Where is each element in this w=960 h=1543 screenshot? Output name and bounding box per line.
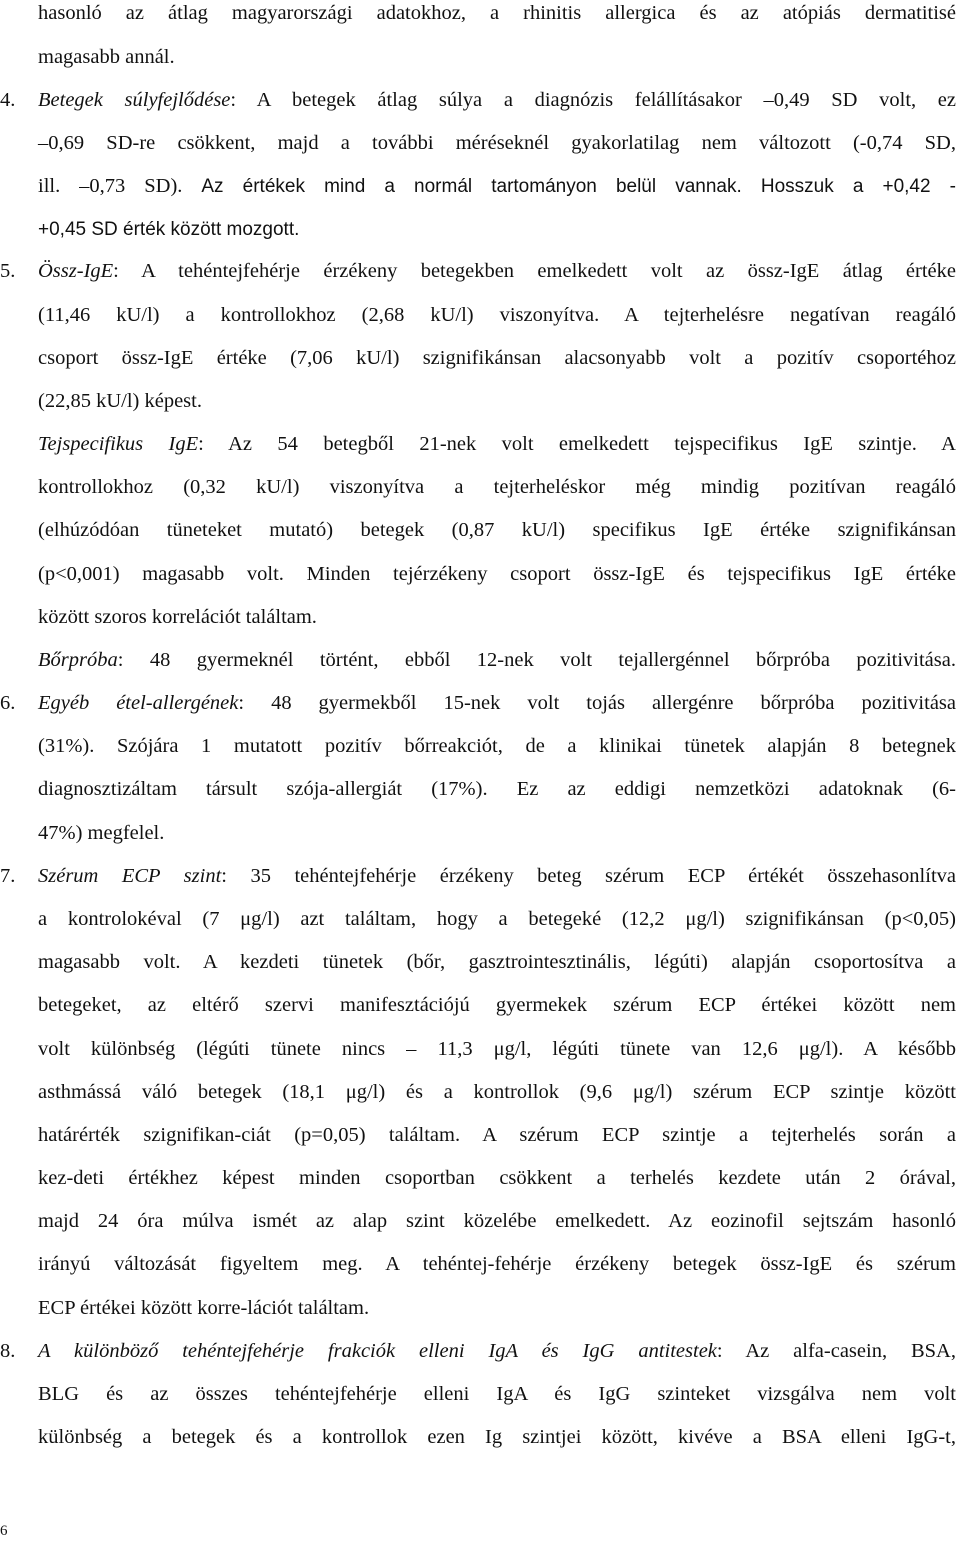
text-line <box>38 863 956 889</box>
text-run: a kontrolokéval (7 μg/l) azt találtam, hogy a betegeké (12,2 μg/l) szignifikánsan (p<0,05) <box>38 908 956 930</box>
text-line <box>38 1295 956 1321</box>
text-run: kontrollokhoz (0,32 kU/l) viszonyítva a tejterheléskor még mindig pozitívan reagáló <box>38 476 956 498</box>
text-line <box>38 604 956 630</box>
text-line <box>38 302 956 328</box>
text-line <box>38 1338 956 1364</box>
text-line <box>38 1424 956 1450</box>
text-run: 47%) megfelel. <box>38 822 165 844</box>
text-line <box>38 1079 956 1105</box>
text-run: Az értékek mind a normál tartományon belül vannak. Hosszuk a +0,42 - <box>201 176 957 197</box>
text-run: kez-deti értékhez képest minden csoportban csökkent a terhelés kezdete után 2 órával, <box>38 1167 956 1189</box>
text-run: ECP értékei között korre-lációt találtam. <box>38 1297 370 1319</box>
text-run: irányú változását figyeltem meg. A tehéntej-fehérje érzékeny betegek össz-IgE és szérum <box>38 1253 956 1275</box>
text-line <box>38 992 956 1018</box>
list-number: 7. <box>0 865 16 887</box>
text-line <box>38 561 956 587</box>
text-line <box>38 431 956 457</box>
text-line <box>38 345 956 371</box>
text-run: : Az 54 betegből 21-nek volt emelkedett tejspecifikus IgE szintje. A <box>198 433 956 455</box>
text-line <box>38 258 956 284</box>
text-line <box>38 130 956 156</box>
text-run: (p<0,001) magasabb volt. Minden tejérzékeny csoport össz-IgE és tejspecifikus IgE értéke <box>38 563 956 585</box>
list-number: 8. <box>0 1340 16 1362</box>
text-line <box>38 1165 956 1191</box>
text-line <box>38 1251 956 1277</box>
text-run: diagnosztizáltam társult szója-allergiát (17%). Ez az eddigi nemzetközi adatoknak (6- <box>38 778 956 800</box>
text-run: hasonló az átlag magyarországi adatokhoz, a rhinitis allergica és az atópiás dermatitisé <box>38 2 956 24</box>
text-line <box>38 1381 956 1407</box>
text-line <box>38 1122 956 1148</box>
italic-heading: Egyéb étel-allergének <box>38 692 239 714</box>
page-number: 6 <box>0 1523 8 1539</box>
text-line <box>38 388 956 414</box>
text-run: majd 24 óra múlva ismét az alap szint közelébe emelkedett. Az eozinofil sejtszám hasonló <box>38 1210 956 1232</box>
text-line <box>38 733 956 759</box>
text-run: volt különbség (légúti tünete nincs – 11,3 μg/l, légúti tünete van 12,6 μg/l). A később <box>38 1038 956 1060</box>
text-run: BLG és az összes tehéntejfehérje elleni IgA és IgG szinteket vizsgálva nem volt <box>38 1383 956 1405</box>
list-number: 5. <box>0 260 16 282</box>
italic-heading: Betegek súlyfejlődése <box>38 89 231 111</box>
list-number: 4. <box>0 89 16 111</box>
text-run: (31%). Szójára 1 mutatott pozitív bőrreakciót, de a klinikai tünetek alapján 8 betegnek <box>38 735 956 757</box>
text-line <box>38 1208 956 1234</box>
text-line <box>38 216 956 242</box>
text-run: csoport össz-IgE értéke (7,06 kU/l) szignifikánsan alacsonyabb volt a pozitív csoportéhoz <box>38 347 956 369</box>
italic-heading: Bőrpróba <box>38 649 118 671</box>
text-line <box>38 690 956 716</box>
text-run: különbség a betegek és a kontrollok ezen Ig szintjei között, kivéve a BSA elleni IgG-t, <box>38 1426 956 1448</box>
text-run: +0,45 SD érték között mozgott. <box>38 219 300 240</box>
text-run: –0,69 SD-re csökkent, majd a további méréseknél gyakorlatilag nem változott (-0,74 SD, <box>38 132 956 154</box>
text-line <box>38 1036 956 1062</box>
text-line <box>38 949 956 975</box>
text-line <box>38 647 956 673</box>
text-line <box>38 0 956 26</box>
text-run: : A tehéntejfehérje érzékeny betegekben emelkedett volt az össz-IgE átlag értéke <box>113 260 956 282</box>
italic-heading: Tejspecifikus IgE <box>38 433 199 455</box>
text-line <box>38 87 956 113</box>
text-line <box>38 776 956 802</box>
text-line <box>38 820 956 846</box>
italic-heading: A különböző tehéntejfehérje frakciók elleni IgA és IgG antitestek <box>38 1340 717 1362</box>
text-run: (11,46 kU/l) a kontrollokhoz (2,68 kU/l) viszonyítva. A tejterhelésre negatívan reagáló <box>38 304 956 326</box>
text-run: között szoros korrelációt találtam. <box>38 606 317 628</box>
text-run: betegeket, az eltérő szervi manifesztációjú gyermekek szérum ECP értékei között nem <box>38 994 956 1016</box>
text-run: magasabb annál. <box>38 46 175 68</box>
text-run: magasabb volt. A kezdeti tünetek (bőr, gasztrointesztinális, légúti) alapján csoportosítva a <box>38 951 956 973</box>
italic-heading: Szérum ECP szint <box>38 865 222 887</box>
text-run: : 48 gyermekből 15-nek volt tojás allergénre bőrpróba pozitivitása <box>238 692 956 714</box>
text-run: határérték szignifikan-ciát (p=0,05) találtam. A szérum ECP szintje a tejterhelés során a <box>38 1124 956 1146</box>
text-run: asthmássá váló betegek (18,1 μg/l) és a kontrollok (9,6 μg/l) szérum ECP szintje között <box>38 1081 956 1103</box>
text-run: (22,85 kU/l) képest. <box>38 390 202 412</box>
text-line <box>38 474 956 500</box>
text-run: ill. –0,73 SD). <box>38 175 202 197</box>
italic-heading: Össz-IgE <box>38 260 114 282</box>
text-run: : 48 gyermeknél történt, ebből 12-nek volt tejallergénnel bőrpróba pozitivitása. <box>117 649 956 671</box>
text-line <box>38 517 956 543</box>
text-line <box>38 906 956 932</box>
text-run: : A betegek átlag súlya a diagnózis felállításakor –0,49 SD volt, ez <box>230 89 957 111</box>
text-line <box>38 44 956 70</box>
text-line <box>38 173 956 199</box>
list-number: 6. <box>0 692 16 714</box>
text-run: : Az alfa-casein, BSA, <box>716 1340 956 1362</box>
text-run: : 35 tehéntejfehérje érzékeny beteg szérum ECP értékét összehasonlítva <box>221 865 956 887</box>
text-run: (elhúzódóan tüneteket mutató) betegek (0,87 kU/l) specifikus IgE értéke szignifikánsan <box>38 519 956 541</box>
